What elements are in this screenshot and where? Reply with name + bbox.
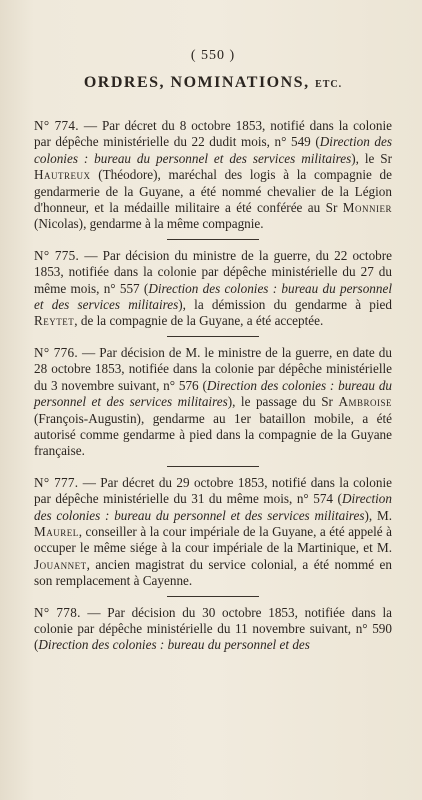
person-name: Hautreux <box>34 167 91 183</box>
entry-text: (Théodore), maréchal des logis à la compagnie de gendarmerie de la Guyane, a été nommé chevalier de la Légion d'honneur, et la médaille militaire a été conférée au Sr <box>34 167 392 216</box>
heading-suffix: ETC. <box>315 79 343 90</box>
entry-776 <box>34 345 392 460</box>
entry-text: , ancien magistrat du service colonial, a été nommé en son remplacement à Cayenne. <box>34 556 392 589</box>
entry-text: ), M. <box>364 507 392 523</box>
entry-text: — Par décision de M. le ministre de la guerre, en date du 28 octobre 1853, notifiée dans la colonie par dépêche ministérielle du 3 novembre suivant, n° 576 ( <box>34 344 392 393</box>
person-name: Reytet <box>34 313 75 329</box>
entry-text: ), le passage du Sr <box>227 394 339 410</box>
entry-text: (Nicolas), gendarme à la même compagnie. <box>34 216 264 232</box>
separator-rule <box>167 596 259 597</box>
entry-text: ), le Sr <box>351 150 393 166</box>
page-number: ( 550 ) <box>190 48 236 63</box>
entry-774 <box>34 118 392 233</box>
entry-number: N° 777. <box>34 474 79 490</box>
entry-italic-text: Direction des colonies : bureau du personnel et des services militaires <box>34 377 393 410</box>
entry-italic-text: Direction des colonies : bureau du personnel et des services militaires <box>34 280 392 313</box>
entry-number: N° 776. <box>34 344 79 360</box>
person-name: Jouannet <box>34 556 87 572</box>
entry-text: ), la démission du gendarme à pied <box>178 297 392 313</box>
entry-italic-text: Direction des colonies : bureau du personnel et des <box>38 637 310 653</box>
entry-text: — Par décret du 29 octobre 1853, notifié dans la colonie par dépêche ministérielle du 31 du même mois, n° 574 ( <box>34 474 392 507</box>
heading-main: ORDRES, NOMINATIONS, <box>83 74 310 91</box>
entry-775 <box>34 248 392 330</box>
entry-text: , de la compagnie de la Guyane, a été acceptée. <box>74 313 324 329</box>
entry-777 <box>34 475 392 590</box>
entry-number: N° 775. <box>34 247 80 263</box>
separator-rule <box>167 466 259 467</box>
separator-rule <box>167 336 259 337</box>
entry-text: (François-Augustin), gendarme au 1er bataillon mobile, a été autorisé comme gendarme à pied dans la compagnie de la Guyane française. <box>34 410 392 459</box>
entry-text: — Par décret du 8 octobre 1853, notifié dans la colonie par dépêche ministérielle du 22 dudit mois, n° 549 ( <box>34 118 392 150</box>
entry-number: N° 778. <box>34 604 81 620</box>
entry-778 <box>34 605 392 654</box>
separator-rule <box>167 239 259 240</box>
person-name: Ambroise <box>338 394 392 410</box>
section-heading <box>34 74 392 92</box>
person-name: Maurel <box>34 523 79 539</box>
entry-text: — Par décision du 30 octobre 1853, notifiée dans la colonie par dépêche ministérielle du 11 novembre suivant, n° 590 ( <box>34 604 392 653</box>
entry-number: N° 774. <box>34 118 79 133</box>
entry-italic-text: Direction des colonies : bureau du personnel et des services militaires <box>34 134 392 166</box>
person-name: Monnier <box>342 200 392 216</box>
entry-text: , conseiller à la cour impériale de la Guyane, a été appelé à occuper le même siége à la cour impériale de la Martinique, et M. <box>34 523 392 556</box>
entry-italic-text: Direction des colonies : bureau du personnel et des services militaires <box>34 491 392 523</box>
entry-text: — Par décision du ministre de la guerre, du 22 octobre 1853, notifiée dans la colonie par dépêche ministérielle du 27 du même mois, n° 557 ( <box>34 247 392 296</box>
